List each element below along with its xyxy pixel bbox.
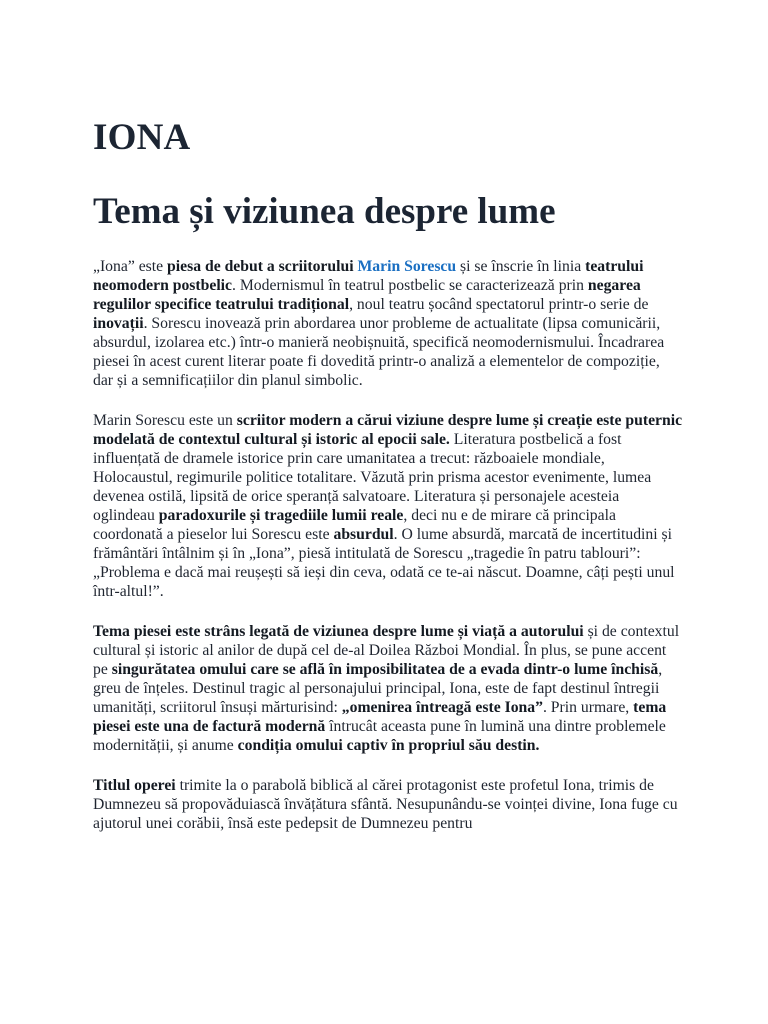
bold-text: piesa de debut a scriitorului (167, 258, 354, 275)
body-text: . Prin urmare, (542, 699, 634, 716)
bold-text: Titlul operei (93, 777, 176, 794)
paragraph-tema (93, 622, 683, 755)
body-text: . O lume absurdă, marcată de incertitudini și frământări întâlnim și în „Iona”, piesă intitulată de Sorescu „tragedie în patru tablouri”: „Problema e dacă mai reușești să ieși din ceva, odată ce te-ai născut. Doamne, câți pești unul într-altul!”. (93, 526, 675, 600)
body-text: . Sorescu inovează prin abordarea unor probleme de actualitate (lipsa comunicării, absurdul, izolarea etc.) într-o manieră neobișnuită, specifică neomodernismului. Încadrarea piesei în acest curent literar poate fi dovedită printr-o analiză a elementelor de compoziție, dar și a semnificațiilor din planul simbolic. (93, 315, 665, 389)
bold-text: „omenirea întreagă este Iona” (341, 699, 543, 716)
paragraph-viziune (93, 411, 683, 601)
paragraph-titlu (93, 776, 683, 833)
paragraph-intro (93, 257, 683, 390)
bold-text: teatrului neomodern postbelic (93, 258, 644, 294)
bold-text: Tema piesei este strâns legată de viziunea despre lume și viață a autorului (93, 623, 584, 640)
body-text: întrucât aceasta pune în lumină una dintre problemele modernității, și anume (93, 718, 666, 754)
author-link[interactable]: Marin Sorescu (357, 258, 457, 275)
bold-text: negarea regulilor specifice teatrului tradițional (93, 277, 641, 313)
body-text: „Iona” este (93, 258, 168, 275)
bold-text: tema piesei este una de factură modernă (93, 699, 667, 735)
body-text: . Modernismul în teatrul postbelic se caracterizează prin (232, 277, 588, 294)
body-text: Marin Sorescu este un (93, 412, 237, 429)
document-content (93, 114, 683, 833)
body-text: , greu de înțeles. Destinul tragic al personajului principal, Iona, este de fapt destinul întregii umanități, scriitorul însuși mărturisind: (93, 661, 663, 716)
section-heading: Tema și viziunea despre lume (93, 191, 556, 232)
body-text: trimite la o parabolă biblică al cărei protagonist este profetul Iona, trimis de Dumnezeu să propovăduiască învățătura sfântă. Nesupunându-se voinței divine, Iona fuge cu ajutorul unei corăbii, însă este pedepsit de Dumnezeu pentru (93, 777, 678, 832)
body-text: , deci nu e de mirare că principala coordonată a pieselor lui Sorescu este (93, 507, 616, 543)
body-text: și de contextul cultural și istoric al anilor de după cel de-al Doilea Război Mondial. În plus, se pune accent pe (93, 623, 680, 678)
body-text: și se înscrie în linia (456, 258, 586, 275)
bold-text: singurătatea omului care se află în imposibilitatea de a evada dintr-o lume închisă (111, 661, 659, 678)
bold-text: paradoxurile și tragediile lumii reale (158, 507, 404, 524)
bold-text: scriitor modern a cărui viziune despre lume și creație este puternic modelată de contextul cultural și istoric al epocii sale. (93, 412, 683, 448)
bold-text: condiția omului captiv în propriul său destin. (237, 737, 540, 754)
bold-text: inovații (93, 315, 144, 332)
body-text: , noul teatru șocând spectatorul printr-o serie de (349, 296, 649, 313)
body-text: Literatura postbelică a fost influențată de dramele istorice prin care umanitatea a trecut: războaiele mondiale, Holocaustul, regimurile politice totalitare. Văzută prin prisma acestor evenimente, lumea devenea ostilă, lipsită de orice speranță salvatoare. Literatura și personajele acesteia oglindeau (93, 431, 652, 524)
bold-text: absurdul (333, 526, 394, 543)
document-title: IONA (93, 117, 191, 158)
